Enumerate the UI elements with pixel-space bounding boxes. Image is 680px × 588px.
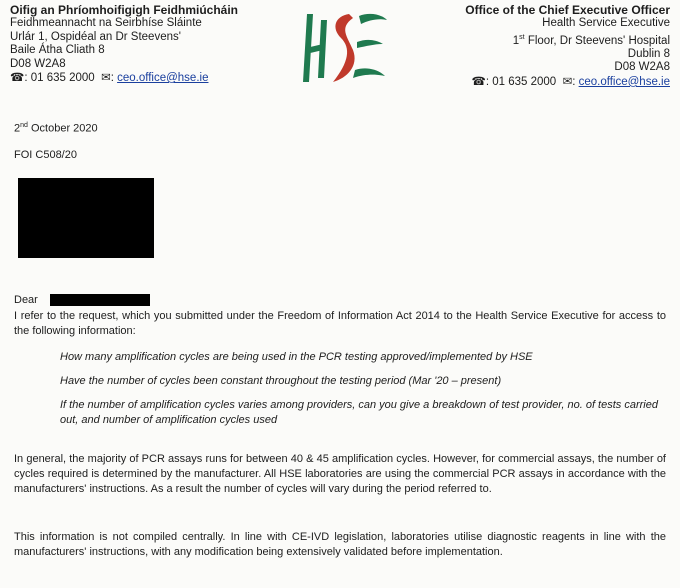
hse-logo-h — [303, 14, 327, 82]
contact-row: ☎: 01 635 2000 ✉: ceo.office@hse.ie — [471, 75, 670, 88]
answer-paragraph-1: In general, the majority of PCR assays runs for between 40 & 45 amplification cycles. However, for commercial assays, the number of cycles required is determined by the manufacturer. All HSE laboratories are using the commercial PCR assays in accordance with the manufacturers' instructions. As a result the number of cycles will vary during the period referred to. — [14, 453, 666, 495]
question-3: If the number of amplification cycles varies among providers, can you give a breakdown of test provider, no. of tests carried out, and number of amplification cycles used — [60, 399, 658, 426]
office-title-english: Office of the Chief Executive Officer — [465, 3, 670, 17]
question-2: Have the number of cycles been constant throughout the testing period (Mar '20 – present) — [60, 375, 502, 387]
question-1: How many amplification cycles are being used in the PCR testing approved/implemented by HSE — [60, 351, 533, 363]
mail-icon: ✉ — [101, 72, 111, 85]
address-line: Feidhmeannacht na Seirbhíse Sláinte — [10, 17, 202, 30]
email-link[interactable]: ceo.office@hse.ie — [578, 75, 670, 88]
address-line: D08 W2A8 — [10, 57, 66, 70]
address-line: Baile Átha Cliath 8 — [10, 44, 105, 57]
letter-date: 2nd October 2020 — [14, 122, 98, 135]
hse-logo-s — [333, 14, 355, 82]
address-line-floor: 1st Floor, Dr Steevens' Hospital — [512, 33, 670, 47]
salutation: Dear — [14, 294, 38, 306]
hse-logo — [297, 8, 389, 88]
foi-reference: FOI C508/20 — [14, 149, 77, 161]
phone-number: : 01 635 2000 — [24, 72, 95, 85]
mail-icon: ✉ — [562, 75, 573, 88]
address-line: Health Service Executive — [542, 17, 670, 30]
address-line: Urlár 1, Ospidéal an Dr Steevens' — [10, 30, 181, 43]
address-line: Dublin 8 — [627, 48, 670, 61]
intro-paragraph: I refer to the request, which you submitted under the Freedom of Information Act 2014 to the Health Service Executive for access to the following information: — [14, 310, 666, 337]
answer-paragraph-2: This information is not compiled centrally. In line with CE-IVD legislation, laboratories utilise diagnostic reagents in line with the manufacturers' instructions, with any modification being extensively validated before implementation. — [14, 531, 666, 558]
redaction-name — [50, 294, 150, 306]
phone-number: : 01 635 2000 — [485, 75, 557, 88]
email-link[interactable]: ceo.office@hse.ie — [117, 72, 209, 85]
redaction-block — [18, 178, 154, 258]
phone-icon: ☎ — [10, 72, 25, 85]
hse-logo-e — [353, 14, 387, 78]
contact-row: ☎: 01 635 2000 ✉: ceo.office@hse.ie — [10, 72, 209, 85]
header-left — [10, 4, 238, 85]
header-right — [465, 4, 670, 89]
phone-icon: ☎ — [471, 75, 486, 88]
address-line: D08 W2A8 — [614, 61, 670, 74]
office-title-irish: Oifig an Phríomhoifigigh Feidhmiúcháin — [10, 3, 238, 17]
